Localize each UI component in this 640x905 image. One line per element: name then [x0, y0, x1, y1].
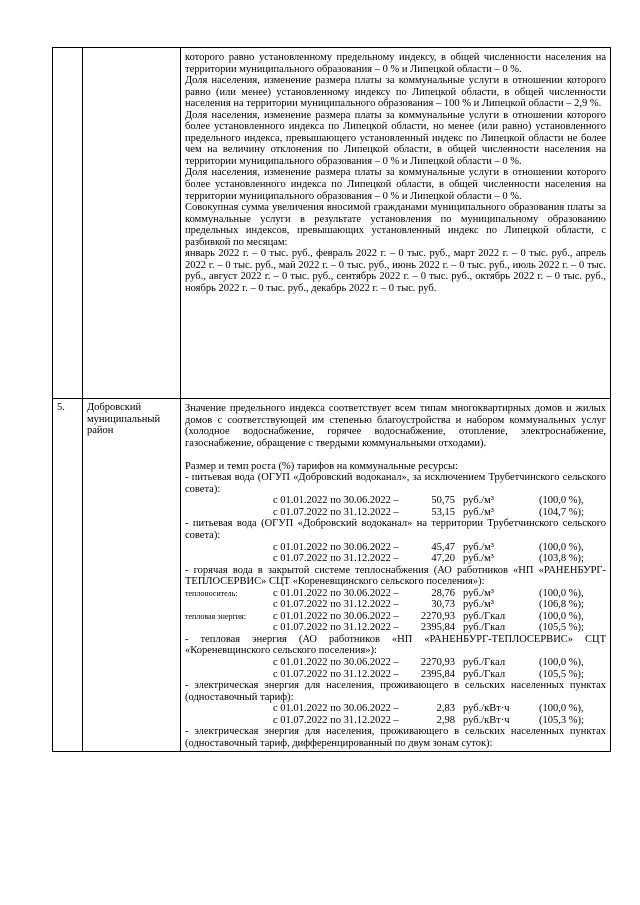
tariff-value: 2,98 — [436, 714, 455, 726]
tariff-row — [185, 495, 606, 507]
tariff-row — [185, 542, 606, 554]
tariff-period: с 01.07.2022 по 31.12.2022 – — [273, 553, 399, 565]
tariff-unit: руб./м³ — [463, 587, 494, 599]
paragraph: Совокупная сумма увеличения вносимой гражданами муниципального образования платы за коммунальные услуги в результате установления по муниципальному образованию предельных индексов, превышающих установленный индекс по Липецкой области, с разбивкой по месяцам: — [185, 202, 606, 248]
tariff-growth: (100,0 %) — [539, 657, 581, 669]
tariff-group-heading: - питьевая вода (ОГУП «Добровский водоканал», за исключением Трубетчинского сельского совета): — [185, 472, 606, 495]
tariff-group-heading: - электрическая энергия для населения, проживающего в сельских населенных пунктах (одноставочный тариф): — [185, 680, 606, 703]
tariff-growth: (100,0 %) — [539, 610, 581, 622]
tariff-row — [185, 669, 606, 681]
tariff-value: 30,73 — [431, 599, 455, 611]
tariff-row — [185, 588, 606, 600]
tariff-growth: (100,0 %) — [539, 495, 581, 507]
tariff-group — [185, 634, 606, 680]
tariff-value: 50,75 — [431, 495, 455, 507]
tariff-growth: (100,0 %) — [539, 541, 581, 553]
tariff-growth: (105,3 %) — [539, 714, 581, 726]
tariff-period: с 01.01.2022 по 30.06.2022 – — [273, 541, 399, 553]
tariff-period: с 01.01.2022 по 30.06.2022 – — [273, 657, 399, 669]
tariff-period: с 01.01.2022 по 30.06.2022 – — [273, 495, 399, 507]
tariff-prefix — [185, 495, 273, 507]
tariff-punct: , — [581, 657, 584, 669]
tariff-unit: руб./м³ — [463, 553, 494, 565]
tariff-group-heading: - тепловая энергия (АО работников «НП «РАНЕНБУРГ-ТЕПЛОСЕРВИС» СЦТ «Кореневщинского сельского поселения»): — [185, 633, 606, 657]
tariff-value: 2270,93 — [420, 657, 455, 669]
row1-number-cell — [53, 48, 83, 399]
table-row-continuation — [53, 48, 611, 399]
tariff-prefix: теплоноситель: — [185, 588, 238, 598]
tariff-unit: руб./Гкал — [463, 610, 506, 622]
tariff-unit: руб./Гкал — [463, 622, 506, 634]
monthly-breakdown: январь 2022 г. – 0 тыс. руб., февраль 2022 г. – 0 тыс. руб., март 2022 г. – 0 тыс. руб., апрель 2022 г. – 0 тыс. руб., май 2022 г. – 0 тыс. руб., июнь 2022 г. – 0 тыс. руб., июль 2022 г. – 0 тыс. руб., август 2022 г. – 0 тыс. руб., сентябрь 2022 г. – 0 тыс. руб., октябрь 2022 г. – 0 тыс. руб., ноябрь 2022 г. – 0 тыс. руб., декабрь 2022 г. – 0 тыс. руб. — [185, 248, 606, 294]
tariff-group-heading: - горячая вода в закрытой системе теплоснабжения (АО работников «НП «РАНЕНБУРГ-ТЕПЛОСЕРВИС» СЦТ «Кореневщинского сельского поселения»): — [185, 564, 606, 588]
row2-content-cell — [181, 399, 611, 752]
tariff-group — [185, 472, 606, 518]
tariff-unit: руб./кВт·ч — [463, 714, 510, 726]
tariff-unit: руб./м³ — [463, 541, 494, 553]
tariff-growth: (104,7 %) — [539, 506, 581, 518]
row2-district-cell — [83, 399, 181, 752]
tariff-period: с 01.07.2022 по 31.12.2022 – — [273, 714, 399, 726]
table-row-dobrovsky — [53, 399, 611, 752]
tariff-value: 2,83 — [436, 703, 455, 715]
tariff-row — [185, 622, 606, 634]
tariff-prefix — [185, 703, 273, 715]
paragraph: которого равно установленному предельному индексу, в общей численности населения на территории муниципального образования – 0 % и Липецкой области – 0 %. — [185, 52, 606, 75]
tariff-value: 2395,84 — [420, 622, 455, 634]
tariff-period: с 01.01.2022 по 30.06.2022 – — [273, 587, 399, 599]
tariff-period: с 01.07.2022 по 31.12.2022 – — [273, 668, 399, 680]
blank-line — [185, 449, 606, 461]
tariff-row — [185, 611, 606, 623]
tariff-prefix — [185, 599, 273, 611]
tariff-punct: ; — [581, 506, 584, 518]
tariff-group — [185, 518, 606, 564]
tariff-value: 53,15 — [431, 506, 455, 518]
tariff-punct: , — [581, 587, 584, 599]
tariffs-title: Размер и темп роста (%) тарифов на коммунальные ресурсы: — [185, 460, 458, 472]
tariff-punct: , — [581, 541, 584, 553]
tariff-prefix — [185, 715, 273, 727]
tariff-prefix — [185, 669, 273, 681]
tariff-group — [185, 726, 606, 749]
tariff-unit: руб./Гкал — [463, 668, 506, 680]
tariff-prefix — [185, 622, 273, 634]
tariff-unit: руб./м³ — [463, 599, 494, 611]
tariff-groups — [185, 472, 606, 749]
tariff-punct: ; — [581, 714, 584, 726]
tariff-row — [185, 715, 606, 727]
tariff-punct: ; — [581, 668, 584, 680]
row1-content-cell — [181, 48, 611, 399]
tariff-period: с 01.01.2022 по 30.06.2022 – — [273, 703, 399, 715]
tariff-row — [185, 507, 606, 519]
tariff-unit: руб./Гкал — [463, 657, 506, 669]
indices-table — [52, 47, 611, 752]
tariff-group-heading: - электрическая энергия для населения, проживающего в сельских населенных пунктах (одноставочный тариф, дифференцированный по двум зонам суток): — [185, 726, 606, 749]
tariff-unit: руб./м³ — [463, 495, 494, 507]
tariff-prefix — [185, 553, 273, 565]
tariff-period: с 01.07.2022 по 31.12.2022 – — [273, 506, 399, 518]
paragraph: Доля населения, изменение размера платы за коммунальные услуги в отношении которого более установленного индекса по Липецкой области, в общей численности населения на территории муниципального образования – 0 % и Липецкой области – 0 %. — [185, 167, 606, 202]
tariff-punct: ; — [581, 622, 584, 634]
tariff-punct: , — [581, 703, 584, 715]
tariff-punct: ; — [581, 553, 584, 565]
row2-content — [181, 399, 610, 751]
tariff-row — [185, 657, 606, 669]
tariff-period: с 01.07.2022 по 31.12.2022 – — [273, 599, 399, 611]
tariff-value: 2395,84 — [420, 668, 455, 680]
tariff-growth: (105,5 %) — [539, 668, 581, 680]
tariff-period: с 01.01.2022 по 30.06.2022 – — [273, 610, 399, 622]
tariff-group — [185, 680, 606, 726]
tariff-punct: , — [581, 610, 584, 622]
tariff-value: 47,20 — [431, 553, 455, 565]
tariff-row — [185, 599, 606, 611]
row-number: 5. — [57, 402, 65, 413]
tariff-growth: (100,0 %) — [539, 587, 581, 599]
tariff-prefix — [185, 507, 273, 519]
tariff-row — [185, 553, 606, 565]
tariff-row — [185, 703, 606, 715]
tariff-growth: (100,0 %) — [539, 703, 581, 715]
tariff-prefix — [185, 542, 273, 554]
tariff-group-heading: - питьевая вода (ОГУП «Добровский водоканал» на территории Трубетчинского сельского совета): — [185, 518, 606, 542]
row1-content — [181, 48, 610, 296]
tariff-period: с 01.07.2022 по 31.12.2022 – — [273, 622, 399, 634]
row1-district-cell — [83, 48, 181, 399]
tariff-punct: ; — [581, 599, 584, 611]
tariff-value: 45,47 — [431, 541, 455, 553]
tariff-growth: (103,8 %) — [539, 553, 581, 565]
tariff-prefix — [185, 657, 273, 669]
tariff-growth: (105,5 %) — [539, 622, 581, 634]
tariff-group — [185, 565, 606, 634]
tariff-value: 28,76 — [431, 587, 455, 599]
tariff-prefix: тепловая энергия: — [185, 611, 246, 621]
paragraph: Доля населения, изменение размера платы за коммунальные услуги в отношении которого более установленного индекса по Липецкой области, но менее (или равно) установленного предельного индекса, превышающего установленный индекс по Липецкой области не более чем на величину отклонения по Липецкой области, в общей численности населения на территории муниципального образования – 0 % и Липецкой области – 0 %. — [185, 109, 606, 167]
row2-number-cell — [53, 399, 83, 752]
tariff-value: 2270,93 — [420, 610, 455, 622]
tariff-growth: (106,8 %) — [539, 599, 581, 611]
tariff-unit: руб./м³ — [463, 506, 494, 518]
district-name: Добровский муниципальный район — [87, 402, 161, 437]
tariff-punct: , — [581, 495, 584, 507]
paragraph: Доля населения, изменение размера платы за коммунальные услуги в отношении которого равно (или менее) установленному индексу по Липецкой области, в общей численности населения на территории муниципального образования – 100 % и Липецкой области – 2,9 %. — [185, 75, 606, 110]
tariff-unit: руб./кВт·ч — [463, 703, 510, 715]
index-description: Значение предельного индекса соответствует всем типам многоквартирных домов и жилых домов с соответствующей им степенью благоустройства и набором коммунальных услуг (холодное водоснабжение, горячее водоснабжение, отопление, электроснабжение, газоснабжение, обращение с твердыми коммунальными отходами). — [185, 403, 606, 449]
